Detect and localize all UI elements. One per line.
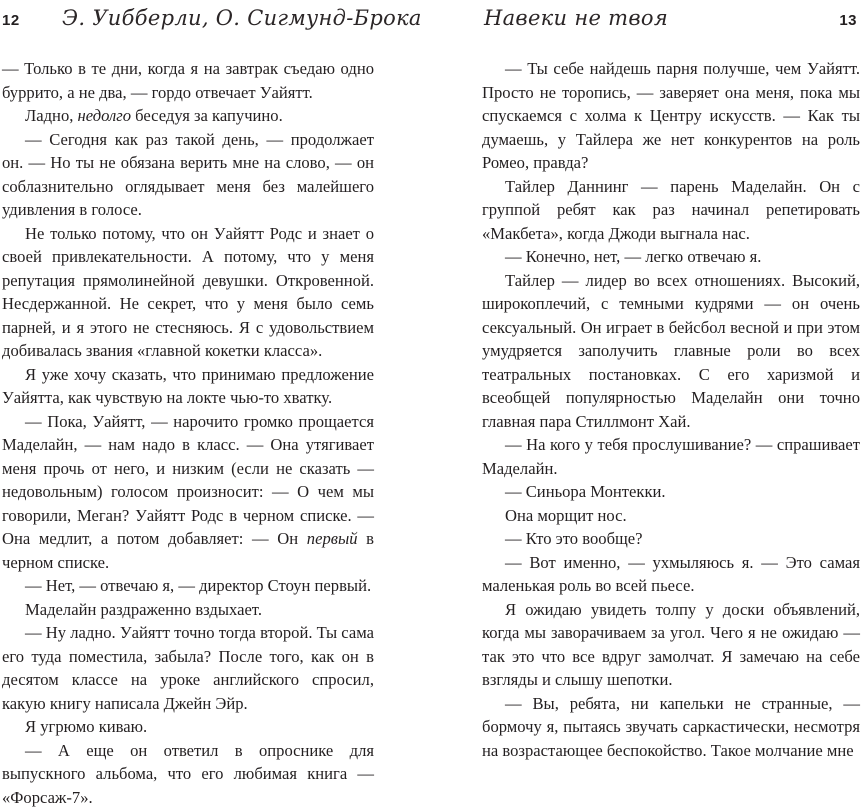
paragraph	[482, 551, 860, 598]
left-page	[0, 0, 432, 703]
paragraph	[2, 715, 374, 739]
text-segment: — Вы, ребята, ни капельки не странные, — бормочу я, пытаясь звучать саркастически, несмотря на возрастающее беспокойство. Такое молчание мне	[482, 694, 860, 760]
left-page-number: 12	[2, 12, 20, 29]
text-segment: — А еще он ответил в опроснике для выпускного альбома, что его любимая книга — «Форсаж-7».	[2, 741, 374, 807]
paragraph	[2, 57, 374, 104]
text-segment: — Сегодня как раз такой день, — продолжает он. — Но ты не обязана верить мне на слово, — он соблазнительно оглядывает меня без малейшего удивления в голосе.	[2, 130, 374, 220]
paragraph	[482, 433, 860, 480]
paragraph	[482, 269, 860, 434]
text-segment: Она морщит нос.	[505, 506, 627, 525]
paragraph	[482, 480, 860, 504]
text-segment: — Ты себе найдешь парня получше, чем Уайятт. Просто не торопись, — заверяет она меня, пока мы спускаемся с холма к Центру искусств. — Как ты думаешь, у Тайлера же нет конкурентов на роль Ромео, правда?	[482, 59, 860, 172]
paragraph	[2, 128, 374, 222]
left-page-header	[0, 6, 432, 36]
paragraph	[2, 222, 374, 363]
text-segment: — Кто это вообще?	[505, 529, 643, 548]
paragraph	[482, 527, 860, 551]
text-segment: Тайлер — лидер во всех отношениях. Высокий, широкоплечий, с темными кудрями — он очень сексуальный. Он играет в бейсбол весной и при этом умудряется заполучить главные роли во всех театральных постановках. С его харизмой и всеобщей популярностью Маделайн они точно главная пара Стиллмонт Хай.	[482, 271, 860, 431]
emphasized-text: первый	[307, 529, 358, 548]
text-segment: — На кого у тебя прослушивание? — спрашивает Маделайн.	[482, 435, 860, 478]
paragraph	[2, 410, 374, 575]
paragraph	[482, 175, 860, 246]
paragraph	[2, 739, 374, 809]
text-segment: — Нет, — отвечаю я, — директор Стоун первый.	[25, 576, 371, 595]
left-running-head-authors: Э. Уибберли, О. Сигмунд-Брока	[62, 6, 422, 30]
right-page-header	[432, 6, 863, 36]
text-segment: — Синьора Монтекки.	[505, 482, 666, 501]
text-segment: — Вот именно, — ухмыляюсь я. — Это самая маленькая роль во всей пьесе.	[482, 553, 860, 596]
text-segment: — Конечно, нет, — легко отвечаю я.	[505, 247, 761, 266]
right-running-head-title: Навеки не твоя	[484, 6, 668, 30]
right-page-text	[482, 57, 860, 762]
paragraph	[482, 598, 860, 692]
paragraph	[482, 504, 860, 528]
text-segment: беседуя за капучино.	[131, 106, 283, 125]
text-segment: — Ну ладно. Уайятт точно тогда второй. Ты сама его туда поместила, забыла? После того, как он в десятом классе на уроке английского спросил, какую книгу написала Джейн Эйр.	[2, 623, 374, 713]
paragraph	[2, 574, 374, 598]
right-page-number: 13	[839, 12, 857, 29]
paragraph	[2, 621, 374, 715]
text-segment: в черном списке.	[2, 529, 374, 572]
text-segment: Не только потому, что он Уайятт Родс и знает о своей привлекательности. А потому, что у меня репутация прямолинейной девушки. Откровенной. Несдержанной. Не секрет, что у меня было семь парней, и я этого не стесняюсь. Я с удовольствием добивалась звания «главной кокетки класса».	[2, 224, 374, 361]
text-segment: Ладно,	[25, 106, 78, 125]
text-segment: Маделайн раздраженно вздыхает.	[25, 600, 262, 619]
text-segment: Я угрюмо киваю.	[25, 717, 147, 736]
paragraph	[482, 57, 860, 175]
left-page-text	[2, 57, 374, 809]
text-segment: Тайлер Даннинг — парень Маделайн. Он с группой ребят как раз начинал репетировать «Макбета», когда Джоди выгнала нас.	[482, 177, 860, 243]
paragraph	[2, 363, 374, 410]
text-segment: Я уже хочу сказать, что принимаю предложение Уайятта, как чувствую на локте чью-то хватку.	[2, 365, 374, 408]
text-segment: — Только в те дни, когда я на завтрак съедаю одно буррито, а не два, — гордо отвечает Уайятт.	[2, 59, 374, 102]
text-segment: Я ожидаю увидеть толпу у доски объявлений, когда мы заворачиваем за угол. Чего я не ожидаю — так это что все вдруг замолчат. Я замечаю на себе взгляды и слышу шепотки.	[482, 600, 860, 690]
emphasized-text: недолго	[78, 106, 131, 125]
text-segment: — Пока, Уайятт, — нарочито громко прощается Маделайн, — нам надо в класс. — Она утягивает меня прочь от него, и низким (если не сказать — недовольным) голосом произносит: — О чем мы говорили, Меган? Уайятт Родс в черном списке. — Она медлит, а потом добавляет: — Он	[2, 412, 374, 549]
paragraph	[2, 598, 374, 622]
paragraph	[482, 245, 860, 269]
paragraph	[2, 104, 374, 128]
right-page	[432, 0, 863, 703]
paragraph	[482, 692, 860, 763]
